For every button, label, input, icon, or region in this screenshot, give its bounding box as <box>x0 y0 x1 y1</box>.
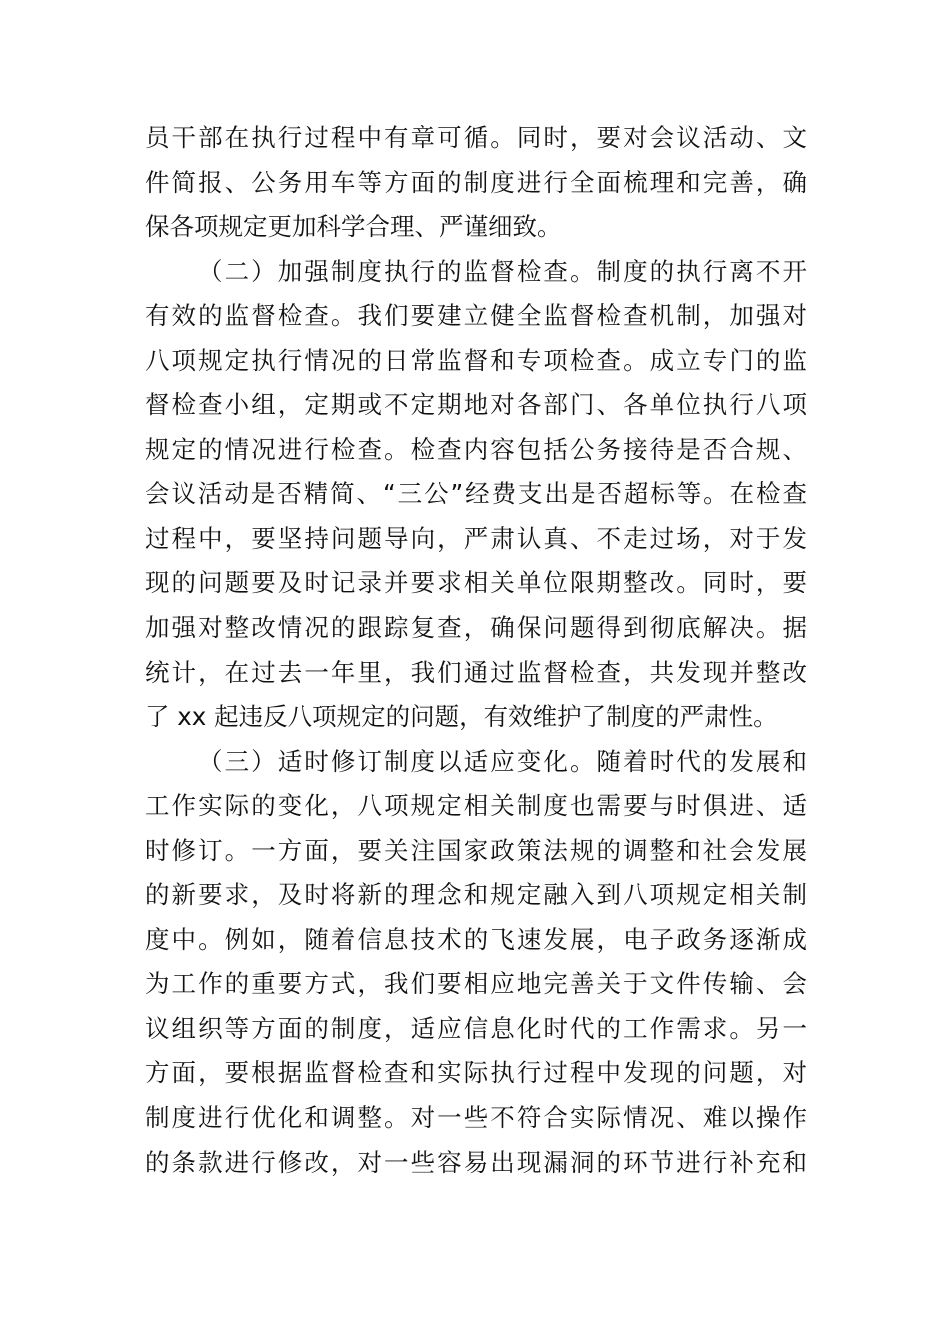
text-line: 八项规定执行情况的日常监督和专项检查。成立专门的监 <box>145 345 807 375</box>
text-line: 时修订。一方面，要关注国家政策法规的调整和社会发展 <box>145 835 807 865</box>
text-line: 议组织等方面的制度，适应信息化时代的工作需求。另一 <box>145 1013 807 1043</box>
text-line: 会议活动是否精简、“三公”经费支出是否超标等。在检查 <box>145 479 807 509</box>
document-body <box>145 116 807 1185</box>
text-line: （三）适时修订制度以适应变化。随着时代的发展和 <box>198 746 807 776</box>
paragraph-supervision-inspection <box>145 250 807 740</box>
text-line: 现的问题要及时记录并要求相关单位限期整改。同时，要 <box>145 568 807 598</box>
text-line: 员干部在执行过程中有章可循。同时，要对会议活动、文 <box>145 123 807 152</box>
text-line: 工作实际的变化，八项规定相关制度也需要与时俱进、适 <box>145 791 807 821</box>
text-line: （二）加强制度执行的监督检查。制度的执行离不开 <box>198 256 807 286</box>
text-line: 的新要求，及时将新的理念和规定融入到八项规定相关制 <box>145 880 807 910</box>
text-line: 统计，在过去一年里，我们通过监督检查，共发现并整改 <box>145 657 807 687</box>
text-line: 度中。例如，随着信息技术的飞速发展，电子政务逐渐成 <box>145 924 807 954</box>
paragraph-timely-revision <box>145 740 807 1185</box>
text-line: 有效的监督检查。我们要建立健全监督检查机制，加强对 <box>145 301 807 331</box>
text-line: 过程中，要坚持问题导向，严肃认真、不走过场，对于发 <box>145 523 807 553</box>
text-line: 加强对整改情况的跟踪复查，确保问题得到彻底解决。据 <box>145 613 807 643</box>
paragraph-continuation <box>145 116 807 250</box>
text-line: 的条款进行修改，对一些容易出现漏洞的环节进行补充和 <box>145 1147 807 1177</box>
text-line: 了 xx 起违反八项规定的问题，有效维护了制度的严肃性。 <box>145 702 778 732</box>
text-line: 为工作的重要方式，我们要相应地完善关于文件传输、会 <box>145 969 807 999</box>
text-line: 规定的情况进行检查。检查内容包括公务接待是否合规、 <box>145 434 807 464</box>
text-line: 件简报、公务用车等方面的制度进行全面梳理和完善，确 <box>145 167 807 197</box>
text-line: 督检查小组，定期或不定期地对各部门、各单位执行八项 <box>145 390 807 420</box>
text-line: 保各项规定更加科学合理、严谨细致。 <box>145 212 562 242</box>
text-line: 方面，要根据监督检查和实际执行过程中发现的问题，对 <box>145 1058 807 1088</box>
text-line: 制度进行优化和调整。对一些不符合实际情况、难以操作 <box>145 1103 807 1133</box>
